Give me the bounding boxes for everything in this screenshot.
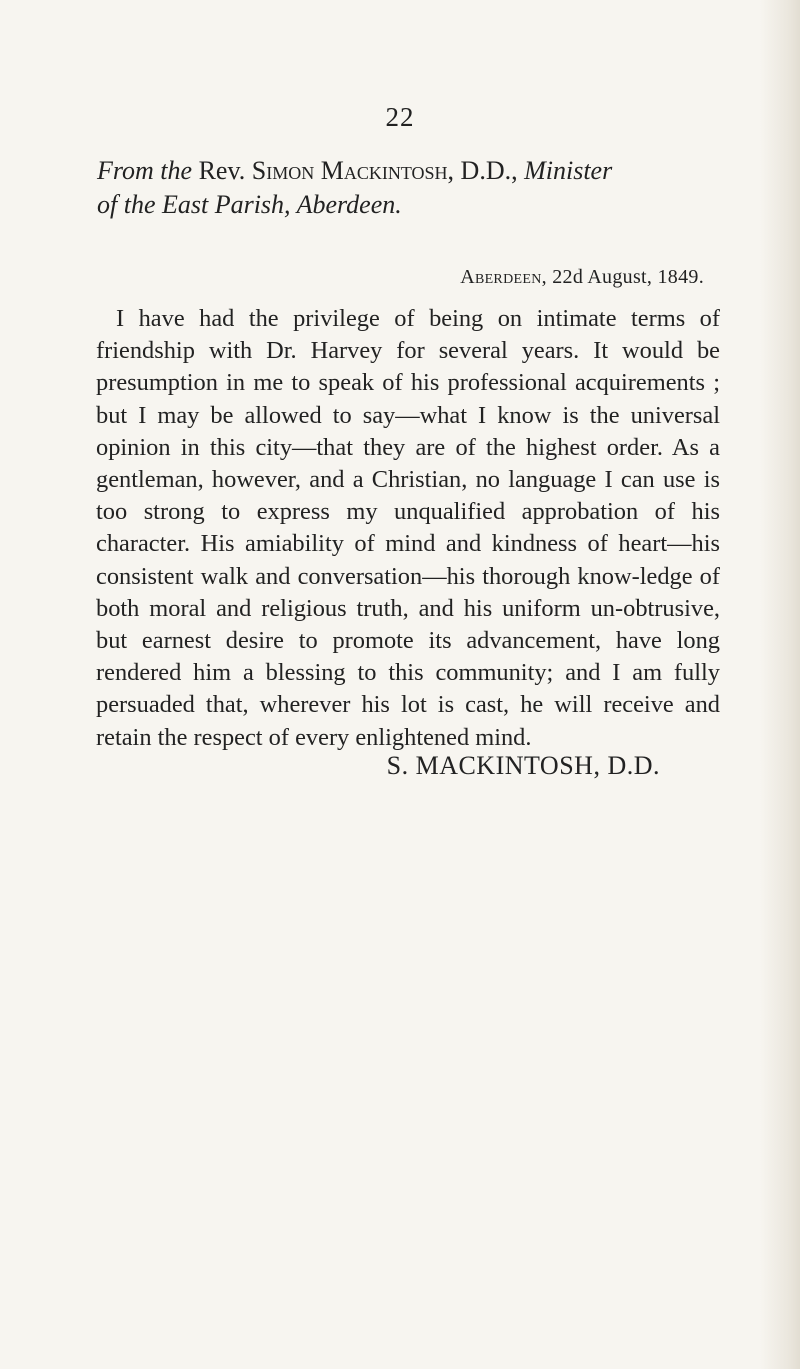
dateline [460, 266, 704, 289]
dateline-place: Aberdeen, [460, 266, 547, 288]
heading-line2: of the East Parish, Aberdeen. [97, 190, 402, 219]
letter-body: I have had the privilege of being on intimate terms of friendship with Dr. Harvey for several years. It would be presumption in me to speak of his professional acquirements ; but I may be allowed to say—what I know is the universal opinion in this city—that they are of the highest order. As a gentleman, however, and a Christian, no language I can use is too strong to express my unqualified approbation of his character. His amiability of mind and kindness of heart—his consistent walk and conversation—his thorough know-ledge of both moral and religious truth, and his uniform un-obtrusive, but earnest desire to promote its advancement, have long rendered him a blessing to this community; and I am fully persuaded that, wherever his lot is cast, he will receive and retain the respect of every enlightened mind. [96, 305, 720, 751]
heading-degree: D.D., [460, 156, 518, 185]
page-number: 22 [385, 102, 415, 132]
dateline-date: 22d August, 1849. [552, 266, 704, 288]
letter-heading [97, 154, 727, 222]
page-edge-shadow [760, 0, 800, 1369]
heading-minister: Minister [524, 156, 613, 185]
signature: S. MACKINTOSH, D.D. [386, 751, 660, 780]
heading-rev: Rev. [198, 156, 246, 185]
heading-name: Simon Mackintosh, [251, 156, 455, 185]
heading-from: From the [97, 156, 193, 185]
